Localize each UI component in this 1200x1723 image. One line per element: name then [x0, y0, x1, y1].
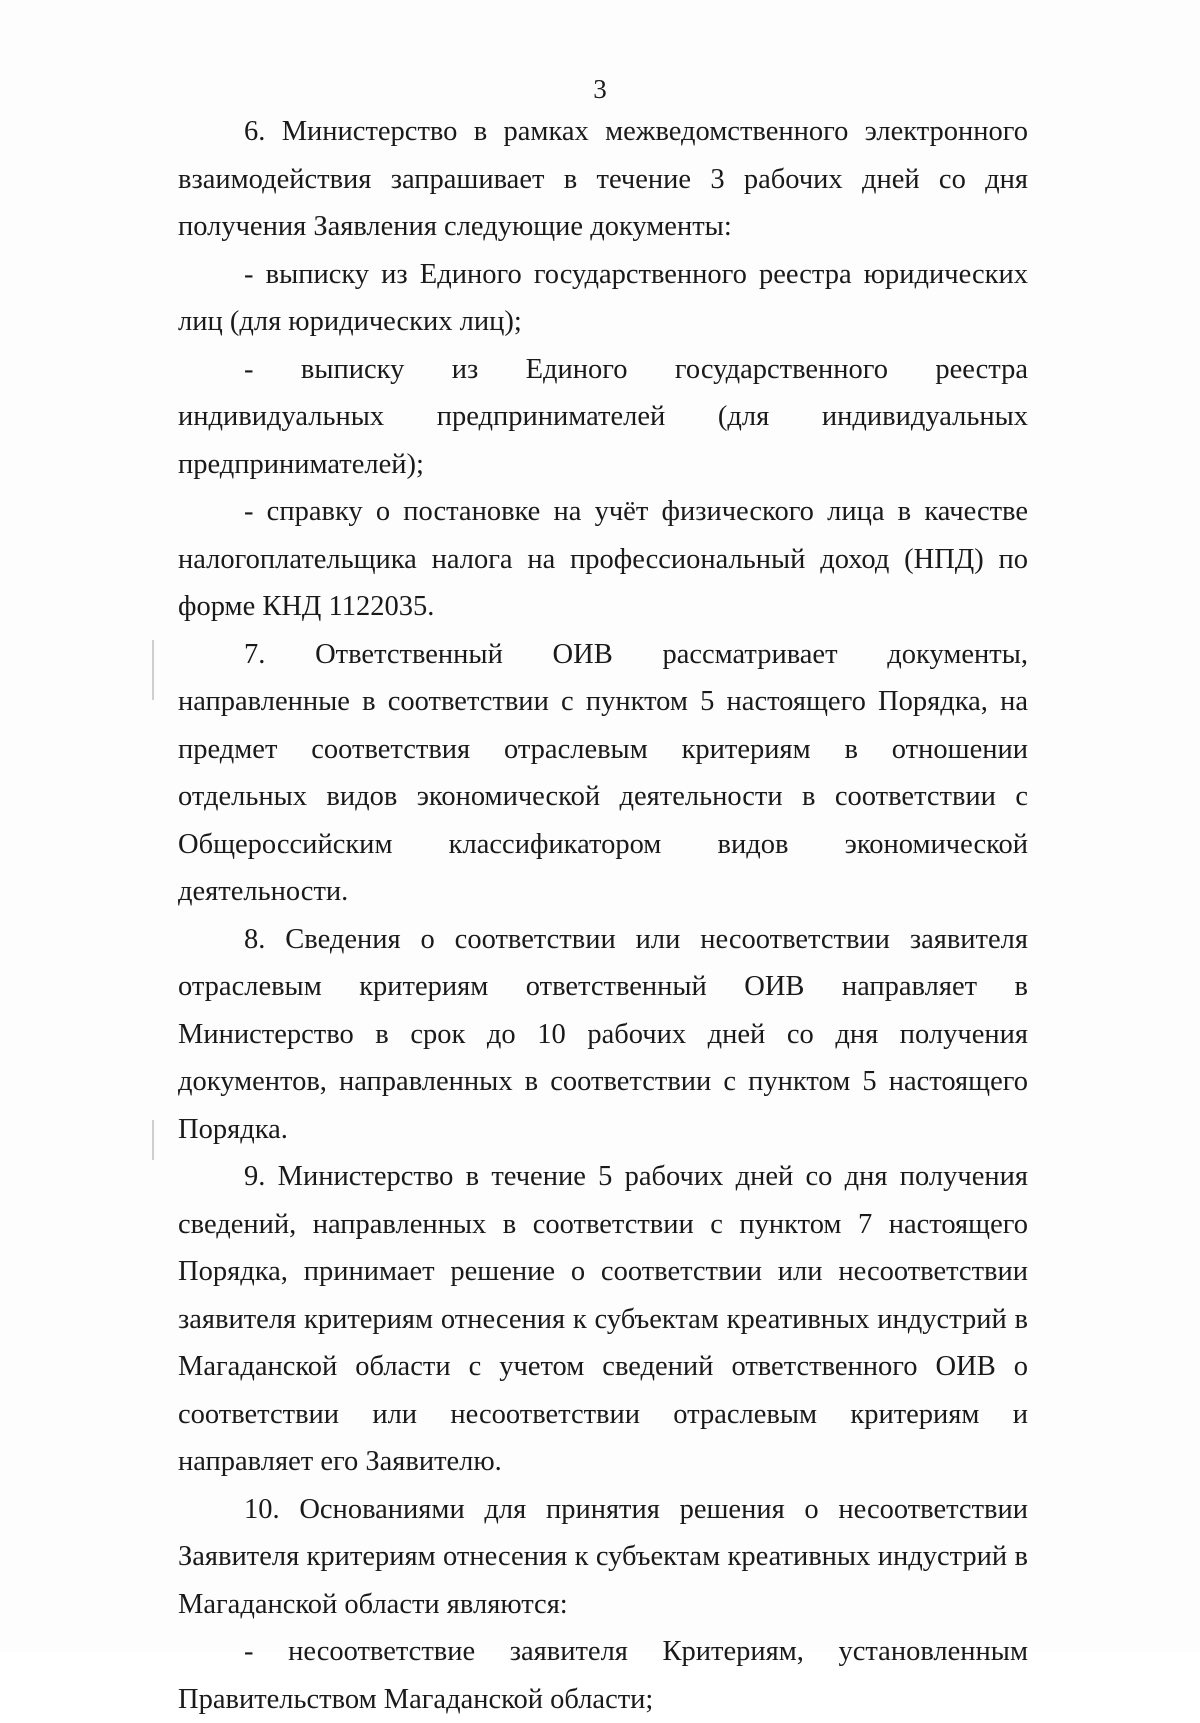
paragraph-10-item-1-continuation: Правительством Магаданской области; — [178, 1676, 1028, 1723]
item-word: установленным — [838, 1628, 1028, 1676]
scan-margin-mark — [152, 1120, 154, 1160]
paragraph-8: 8. Сведения о соответствии или несоответствии заявителя отраслевым критериям ответственный ОИВ направляет в Министерство в срок до 10 рабочих дней со дня получения документов, направленных в соответствии с пунктом 5 настоящего Порядка. — [178, 916, 1028, 1154]
paragraph-9: 9. Министерство в течение 5 рабочих дней со дня получения сведений, направленных в соответствии с пунктом 7 настоящего Порядка, принимает решение о соответствии или несоответствии заявителя критериям отнесения к субъектам креативных индустрий в Магаданской области с учетом сведений ответственного ОИВ о соответствии или несоответствии отраслевым критериям и направляет его Заявителю. — [178, 1153, 1028, 1486]
item-word: заявителя — [510, 1628, 628, 1676]
paragraph-7: 7. Ответственный ОИВ рассматривает документы, направленные в соответствии с пунктом 5 настоящего Порядка, на предмет соответствия отраслевым критериям в отношении отдельных видов экономической деятельности в соответствии с Общероссийским классификатором видов экономической деятельности. — [178, 631, 1028, 916]
paragraph-6-item-3: - справку о постановке на учёт физического лица в качестве налогоплательщика налога на профессиональный доход (НПД) по форме КНД 1122035. — [178, 488, 1028, 631]
paragraph-6: 6. Министерство в рамках межведомственного электронного взаимодействия запрашивает в течение 3 рабочих дней со дня получения Заявления следующие документы: — [178, 108, 1028, 251]
item-word: Критериям, — [663, 1628, 804, 1676]
document-body — [178, 108, 1028, 1723]
scan-margin-mark — [152, 640, 154, 700]
item-word: несоответствие — [288, 1628, 475, 1676]
bullet-dash: - — [244, 1628, 254, 1676]
paragraph-6-item-1: - выписку из Единого государственного реестра юридических лиц (для юридических лиц); — [178, 251, 1028, 346]
page-number: 3 — [0, 74, 1200, 105]
paragraph-6-item-2: - выписку из Единого государственного реестра индивидуальных предпринимателей (для индивидуальных предпринимателей); — [178, 346, 1028, 489]
paragraph-10: 10. Основаниями для принятия решения о несоответствии Заявителя критериям отнесения к субъектам креативных индустрий в Магаданской области являются: — [178, 1486, 1028, 1629]
